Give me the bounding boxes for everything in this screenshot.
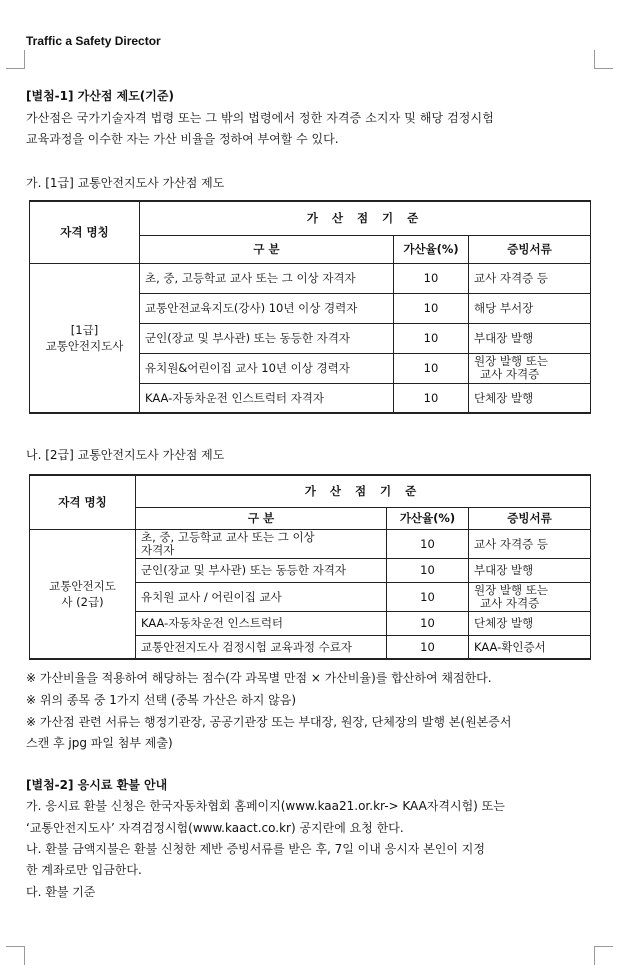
- table-row: [30, 529, 591, 558]
- table-row: [30, 263, 591, 293]
- section-a-title: 가. [1급] 교통안전지도사 가산점 제도: [26, 176, 225, 190]
- document-cell: 단체장 발행: [469, 611, 591, 635]
- refund-item-a-line2: ‘교통안전지도사’ 자격검정시험(www.kaact.co.kr) 공지란에 요청 한다.: [26, 821, 404, 835]
- col-header-division: 구 분: [136, 507, 387, 529]
- rate-cell: 10: [394, 353, 469, 383]
- col-header-cert-name: 자격 명칭: [30, 475, 136, 529]
- col-header-rate: 가산율(%): [394, 235, 469, 263]
- cert-name-line2: 사 (2급): [61, 594, 104, 609]
- col-header-document: 증빙서류: [469, 235, 591, 263]
- group-header-bonus-criteria: 가 산 점 기 준: [136, 475, 591, 507]
- crop-mark-top-right: [594, 50, 613, 69]
- col-header-division: 구 분: [140, 235, 394, 263]
- annex1-title: [별첨-1] 가산점 제도(기준): [26, 89, 174, 103]
- cert-name-line1: 교통안전지도: [49, 578, 116, 593]
- table-grade2-bonus: [29, 474, 591, 660]
- crop-mark-bottom-left: [6, 946, 25, 965]
- group-header-bonus-criteria: 가 산 점 기 준: [140, 201, 591, 235]
- division-cell: 군인(장교 및 부사관) 또는 동등한 자격자: [140, 323, 394, 353]
- division-cell: 초, 중, 고등학교 교사 또는 그 이상 자격자: [140, 263, 394, 293]
- crop-mark-top-left: [6, 50, 25, 69]
- document-line2: 교사 자격증: [480, 367, 540, 381]
- rate-cell: 10: [387, 558, 469, 582]
- division-cell: 군인(장교 및 부사관) 또는 동등한 자격자: [136, 558, 387, 582]
- crop-mark-bottom-right: [594, 946, 613, 965]
- document-line1: 원장 발행 또는: [474, 582, 548, 597]
- document-cell: 교사 자격증 등: [469, 263, 591, 293]
- division-cell: 교통안전지도사 검정시험 교육과정 수료자: [136, 635, 387, 659]
- rate-cell: 10: [387, 635, 469, 659]
- division-cell: KAA-자동차운전 인스트럭터: [136, 611, 387, 635]
- document-cell: 부대장 발행: [469, 558, 591, 582]
- rate-cell: 10: [394, 293, 469, 323]
- annex1-paragraph-line1: 가산점은 국가기술자격 법령 또는 그 밖의 법령에서 정한 자격증 소지자 및 해당 검정시험: [26, 111, 494, 125]
- annex1-paragraph-line2: 교육과정을 이수한 자는 가산 비율을 정하여 부여할 수 있다.: [26, 132, 339, 146]
- cert-name-cell: [30, 529, 136, 659]
- document-line1: 원장 발행 또는: [474, 354, 548, 368]
- col-header-rate: 가산율(%): [387, 507, 469, 529]
- cert-name-cell: [30, 263, 140, 413]
- col-header-cert-name: 자격 명칭: [30, 201, 140, 263]
- note-calculation: ※ 가산비율을 적용하여 해당하는 점수(각 과목별 만점 × 가산비율)를 합산하여 채점한다.: [26, 671, 492, 685]
- division-cell: KAA-자동차운전 인스트럭터 자격자: [140, 383, 394, 413]
- rate-cell: 10: [394, 323, 469, 353]
- document-cell: [469, 582, 591, 611]
- refund-item-b-line2: 한 계좌로만 입금한다.: [26, 863, 142, 877]
- table-grade1-bonus: [29, 200, 591, 414]
- document-line2: 교사 자격증: [480, 595, 540, 610]
- document-cell: 부대장 발행: [469, 323, 591, 353]
- document-cell: 단체장 발행: [469, 383, 591, 413]
- note-documents-line2: 스캔 후 jpg 파일 첨부 제출): [26, 736, 173, 750]
- division-cell: [136, 529, 387, 558]
- refund-item-a-line1: 가. 응시료 환불 신청은 한국자동차협회 홈페이지(www.kaa21.or.kr-> KAA자격시험) 또는: [26, 799, 505, 813]
- annex2-title: [별첨-2] 응시료 환불 안내: [26, 778, 168, 792]
- rate-cell: 10: [387, 582, 469, 611]
- running-header: Traffic a Safety Director: [26, 34, 161, 48]
- document-cell: [469, 353, 591, 383]
- refund-item-c: 다. 환불 기준: [26, 885, 96, 899]
- document-cell: 교사 자격증 등: [469, 529, 591, 558]
- division-cell: 유치원 교사 / 어린이집 교사: [136, 582, 387, 611]
- document-cell: 해당 부서장: [469, 293, 591, 323]
- refund-item-b-line1: 나. 환불 금액지불은 환불 신청한 제반 증빙서류를 받은 후, 7일 이내 응시자 본인이 지정: [26, 842, 485, 856]
- section-b-title: 나. [2급] 교통안전지도사 가산점 제도: [26, 448, 225, 462]
- document-cell: KAA-확인증서: [469, 635, 591, 659]
- division-cell: 유치원&어린이집 교사 10년 이상 경력자: [140, 353, 394, 383]
- rate-cell: 10: [387, 529, 469, 558]
- rate-cell: 10: [394, 383, 469, 413]
- rate-cell: 10: [394, 263, 469, 293]
- cert-name-line1: [1급]: [70, 322, 99, 337]
- col-header-document: 증빙서류: [469, 507, 591, 529]
- division-line2: 자격자: [141, 542, 175, 557]
- rate-cell: 10: [387, 611, 469, 635]
- note-documents-line1: ※ 가산점 관련 서류는 행정기관장, 공공기관장 또는 부대장, 원장, 단체장의 발행 본(원본증서: [26, 715, 512, 729]
- note-single-choice: ※ 위의 종목 중 1가지 선택 (중복 가산은 하지 않음): [26, 693, 297, 707]
- cert-name-line2: 교통안전지도사: [45, 338, 124, 353]
- division-line1: 초, 중, 고등학교 교사 또는 그 이상: [141, 529, 315, 544]
- division-cell: 교통안전교육지도(강사) 10년 이상 경력자: [140, 293, 394, 323]
